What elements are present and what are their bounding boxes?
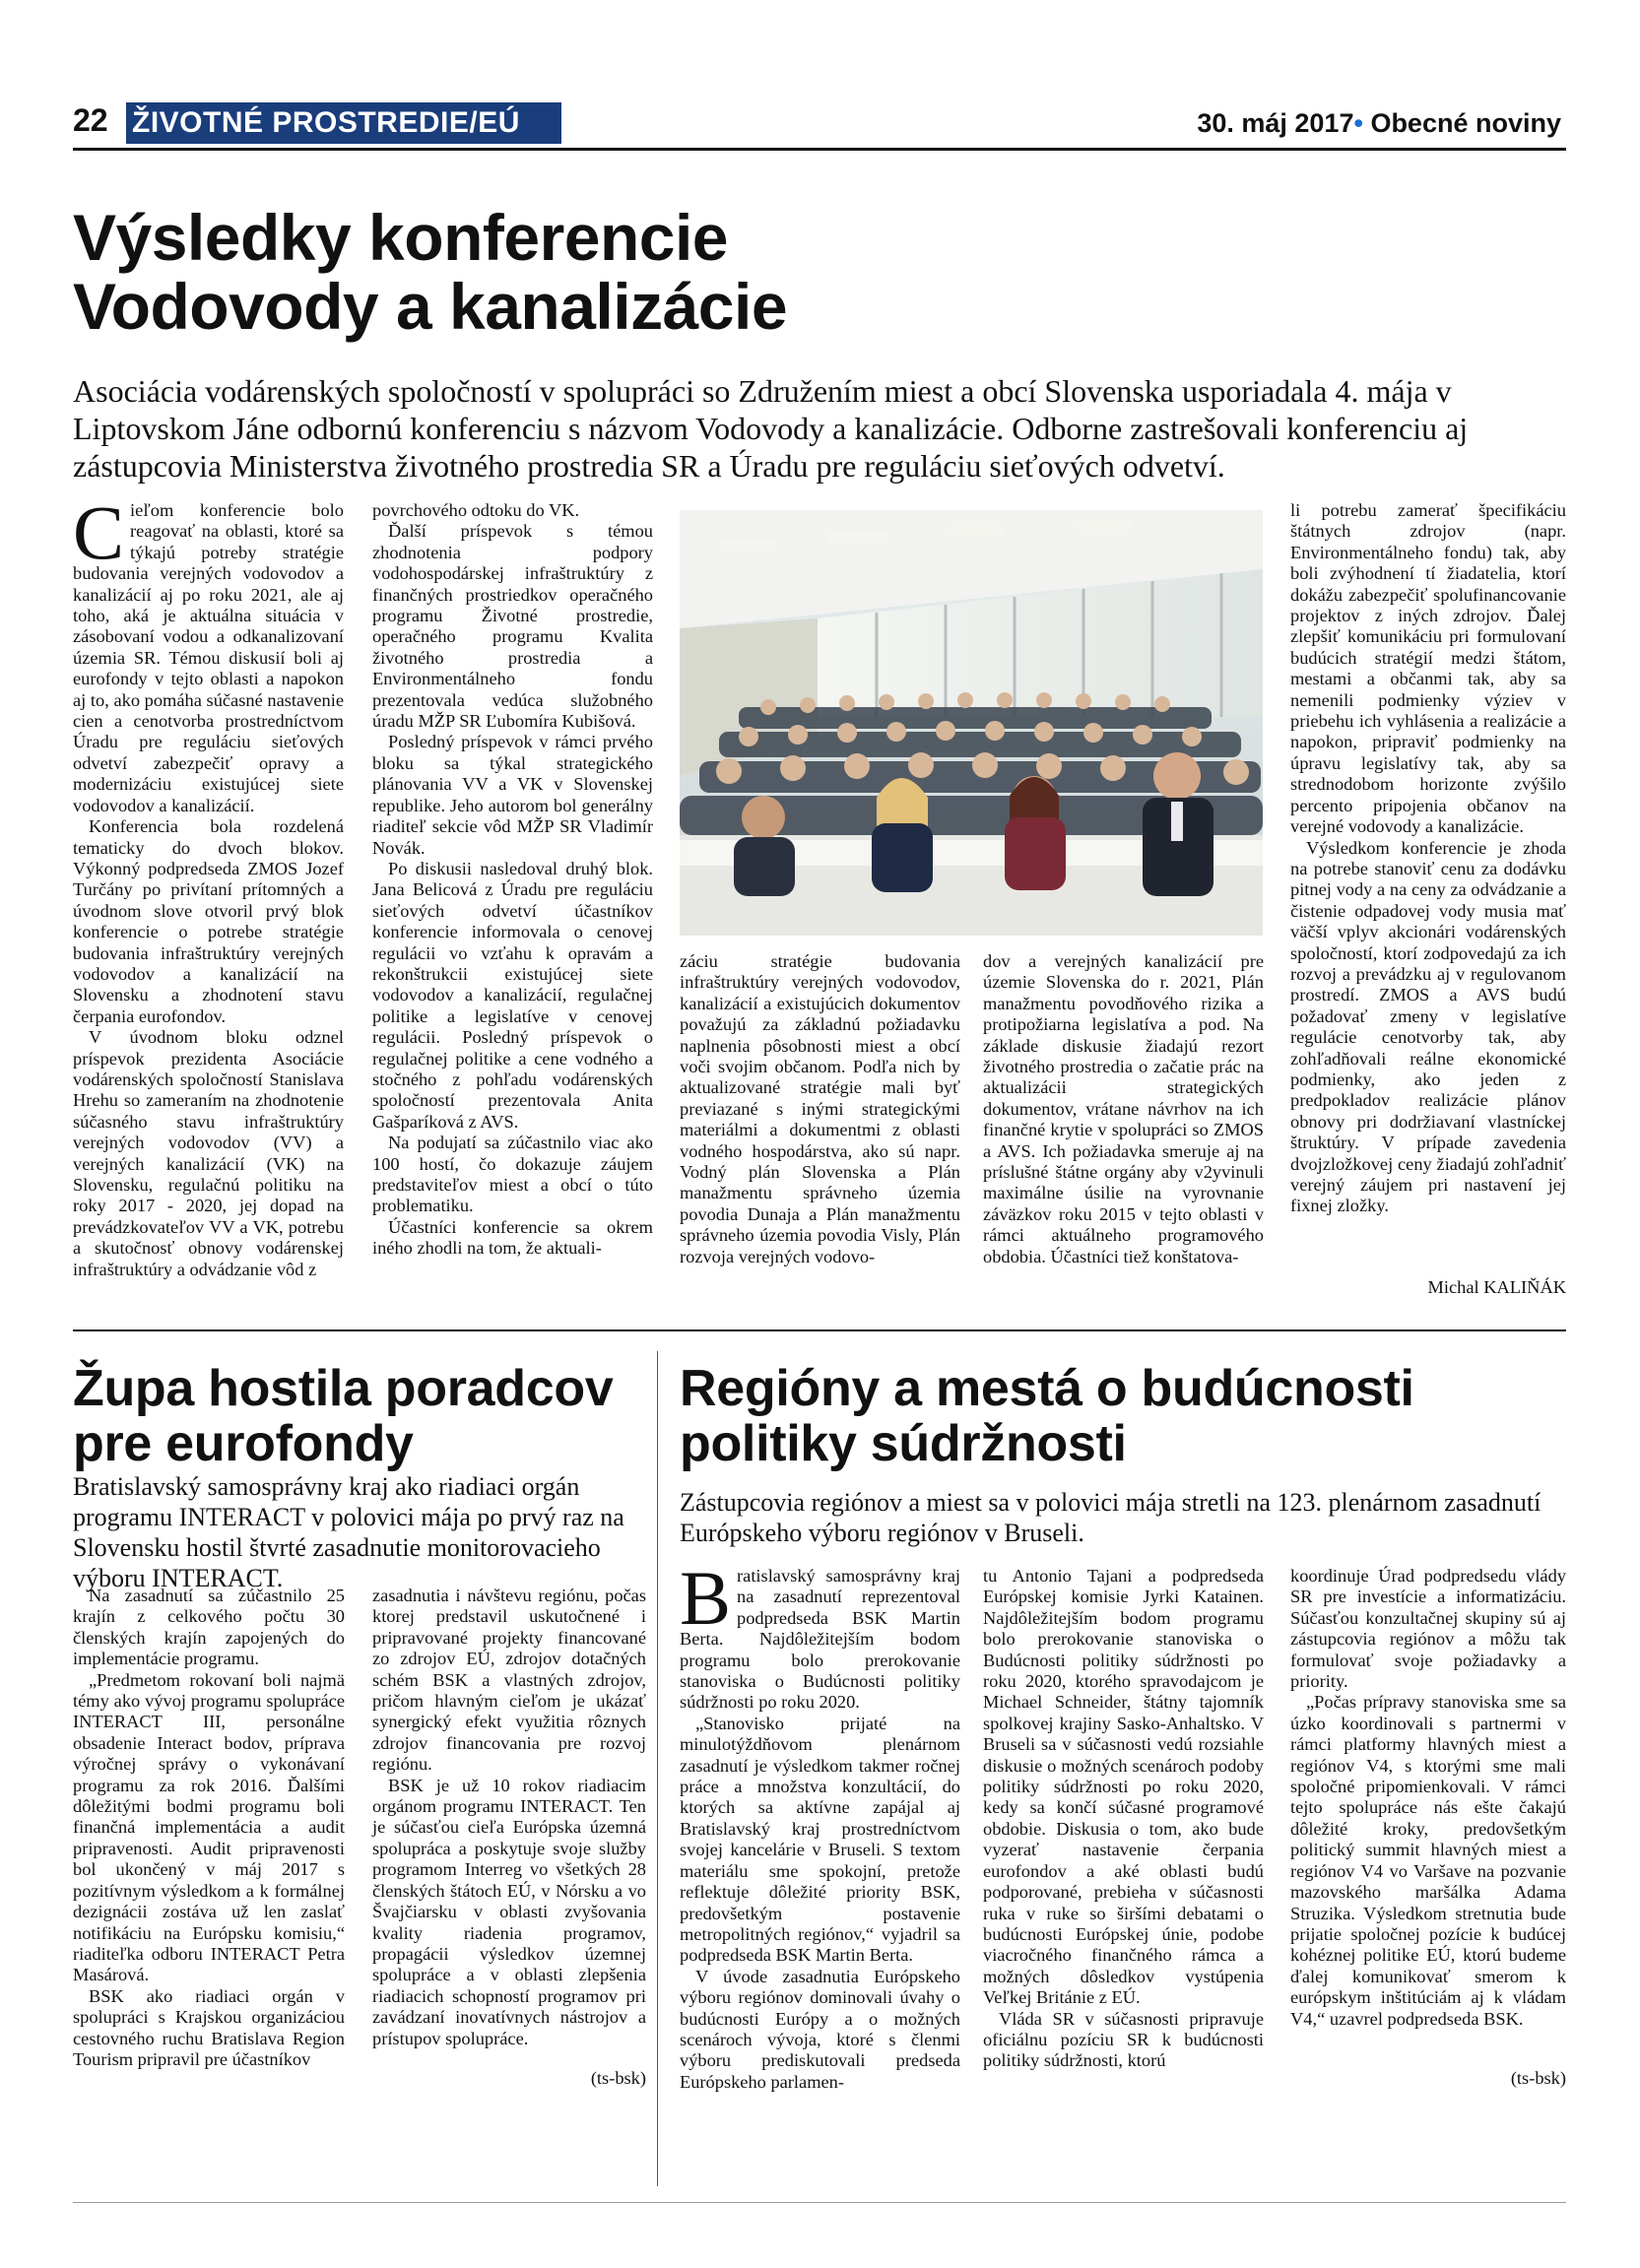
title-line: Župa hostila poradcov <box>73 1360 614 1417</box>
issue-info <box>1197 108 1561 139</box>
article-column <box>73 1586 345 2070</box>
author-signature: Michal KALIŇÁK <box>1427 1277 1566 1297</box>
title-line: pre eurofondy <box>73 1415 414 1472</box>
paragraph: V úvodnom bloku odznel príspevok prezidenta Asociácie vodárenských spoločností Stanislava Hrehu so zameraním na zhodnotenie súčasného stavu infraštruktúry verejných vodovodov (VV) a verejných kanalizácií (VK) na Slovensku, regulačnú politiku na roky 2017 - 2020, jej dopad na prevádzkovateľov VV a VK, potrebu a skutočnosť obnovy vodárenskej infraštruktúry a odvádzanie vôd z <box>73 1027 344 1279</box>
article-column <box>983 951 1264 1267</box>
column-divider <box>657 1351 658 2186</box>
page-bottom-rule <box>73 2202 1566 2203</box>
article-title <box>73 1361 644 1471</box>
paragraph: Na podujatí sa zúčastnilo viac ako 100 hostí, čo dokazuje záujem predstaviteľov miest a obcí o túto problematiku. <box>372 1133 653 1216</box>
author-signature: (ts-bsk) <box>1510 2068 1566 2088</box>
paragraph: povrchového odtoku do VK. <box>372 500 580 520</box>
paragraph: Konferencia bola rozdelená tematicky do dvoch blokov. Výkonný podpredseda ZMOS Jozef Turčány po privítaní prítomných a úvodnom slove otvoril prvý blok konferencie o potrebe stratégie budovania infraštruktúry verejných vodovodov a kanalizácií na Slovensku a zhodnotení stavu čerpania eurofondov. <box>73 816 344 1026</box>
paragraph: ieľom konferencie bolo reagovať na oblasti, ktoré sa týkajú potreby stratégie budovania verejných vodovodov a kanalizácií aj po roku 2021, ale aj toho, aká je aktuálna situácia v zásobovaní vodou a odkanalizovaní územia SR. Témou diskusií boli aj eurofondy v tejto oblasti a napokon aj to, ako pomáha súčasné nastavenie cien a cenotvorba prostredníctvom Úradu pre reguláciu sieťových odvetví zabezpečiť opravy a modernizáciu existujúcej siete vodovodov a kanalizácií. <box>73 500 344 815</box>
author-signature: (ts-bsk) <box>590 2068 646 2088</box>
section-divider <box>73 1329 1566 1331</box>
paragraph: BSK je už 10 rokov riadiacim orgánom programu INTERACT. Ten je súčasťou cieľa Európska územná spolupráca a poskytuje svoje služby programom Interreg vo všetkých 28 členských štátoch EÚ, v Nórsku a vo Švajčiarsku v oblasti zvyšovania kvality riadenia programov, propagácii výsledkov územnej spolupráce a v oblasti zlepšenia riadiacich schopností programov pri zavádzaní inovatívnych nástrojov a prístupov spolupráce. <box>372 1775 646 2048</box>
paragraph: ratislavský samosprávny kraj na zasadnutí reprezentoval podpredseda BSK Martin Berta. Najdôležitejším bodom programu bolo prerokovanie stanoviska o Budúcnosti politiky súdržnosti po roku 2020. <box>680 1566 960 1713</box>
paragraph: Na zasadnutí sa zúčastnilo 25 krajín z celkového počtu 30 členských krajín zapojených do implementácie programu. <box>73 1586 345 1669</box>
paragraph: Účastníci konferencie sa okrem iného zhodli na tom, že aktuali- <box>372 1216 653 1259</box>
paragraph: Posledný príspevok v rámci prvého bloku sa týkal strategického plánovania VV a VK v Slovenskej republike. Jeho autorom bol generálny riaditeľ sekcie vôd MŽP SR Vladimír Novák. <box>372 732 653 858</box>
paragraph: tu Antonio Tajani a podpredseda Európskej komisie Jyrki Katainen. Najdôležitejším bodom programu bolo prerokovanie stanoviska o Budúcnosti politiky súdržnosti po roku 2020, ktorého spravodajcom je Michael Schneider, štátny tajomník spolkovej krajiny Sasko-Anhaltsko. V Bruseli sa v súčasnosti vedú rozsiahle diskusie o možných scenároch podoby politiky súdržnosti po roku 2020, kedy sa končí súčasné programové obdobie. Diskusia o tom, ako bude vyzerať nastavenie čerpania eurofondov a aké oblasti budú podporované, prebieha v súčasnosti ruka v ruke so širšími debatami o budúcnosti Európskej únie, podobe viacročného finančného rámca a možných dôsledkov vystúpenia Veľkej Británie z EÚ. <box>983 1566 1264 2008</box>
title-line: Vodovody a kanalizácie <box>73 270 788 343</box>
paragraph: dov a verejných kanalizácií pre územie Slovenska do r. 2021, Plán manažmentu povodňového rizika a protipožiarna legislatíva a pod. Na základe diskusie žiadajú rezort životného prostredia o začatie prác na aktualizácii strategických dokumentov, vrátane návrhov na ich finančné krytie v spolupráci so ZMOS a AVS. Ich požiadavka smeruje aj na príslušné štátne orgány aby v2yvinuli maximálne úsilie na vyrovnanie záväzkov roku 2015 v tejto oblasti v rámci aktuálneho programového obdobia. Účastníci tiež konštatova- <box>983 951 1264 1266</box>
article-column <box>372 500 653 1260</box>
article-column <box>73 489 344 1280</box>
page-number: 22 <box>73 102 108 138</box>
paragraph: záciu stratégie budovania infraštruktúry verejných vodovodov, kanalizácií a existujúcich dokumentov považujú za základnú požiadavku naplnenia pôsobnosti miest a obcí voči svojim občanom. Podľa nich by aktualizované stratégie mali byť previazané s inými strategickými materiálmi a dokumentmi z oblasti vodného hospodárstva, ako sú napr. Vodný plán Slovenska a Plán manažmentu správneho územia povodia Dunaja a Plán manažmentu správneho územia povodia Visly, Plán rozvoja verejných vodovo- <box>680 951 960 1266</box>
paragraph: BSK ako riadiaci orgán v spolupráci s Krajskou organizáciou cestovného ruchu Bratislava Region Tourism pripravil pre účastníkov <box>73 1985 345 2069</box>
paragraph: koordinuje Úrad podpredsedu vlády SR pre investície a informatizáciu. Súčasťou konzultačnej skupiny sú aj zástupcovia regiónov a môžu tak formulovať svoje požiadavky a priority. <box>1290 1566 1566 1692</box>
article-lead: Zástupcovia regiónov a miest sa v polovici mája stretli na 123. plenárnom zasadnutí Európskeho výboru regiónov v Bruseli. <box>680 1488 1542 1547</box>
drop-cap: B <box>680 1555 732 1641</box>
paragraph: Po diskusii nasledoval druhý blok. Jana Belicová z Úradu pre reguláciu sieťových odvetví účastníkov konferencie informovala o cenovej regulácii vo vzťahu k opravám a rekonštrukcii existujúcej siete vodovodov a kanalizácií, regulačnej politike a legislatíve v cenovej regulácii. Posledný príspevok o regulačnej politike a cene vodného a stočného z pohľadu vodárenských spoločností prezentovala Anita Gašparíková z AVS. <box>372 858 653 1132</box>
paragraph: li potrebu zamerať špecifikáciu štátnych zdrojov (napr. Environmentálneho fondu) tak, aby boli zvýhodnení tí žiadatelia, ktorí dokážu zabezpečiť spolufinancovanie projektov z iných zdrojov. Ďalej zlepšiť komunikáciu pri formulovaní budúcich stratégií medzi štátom, mestami a občanmi tak, aby sa nemenili podmienky výziev v priebehu ich vyhlásenia a realizácie a napokon, pripraviť podmienky na úpravu legislatívy tak, aby sa strednodobom horizonte zvýšilo percento pripojenia občanov na verejné vodovody a kanalizácie. <box>1290 500 1566 837</box>
paragraph: „Počas prípravy stanoviska sme sa úzko koordinovali s partnermi v rámci platformy hlavných miest a regiónov V4, s ktorými sme mali spoločné pripomienkovali. V rámci tejto spolupráce nás ešte čakajú dôležité kroky, predovšetkým politický summit hlavných miest a regiónov V4 vo Varšave na pozvanie mazovského maršálka Adama Struzika. Výsledkom stretnutia bude prijatie spoločnej pozície k budúcej kohéznej politike EÚ, ktorú budeme ďalej komunikovať smerom k európskym inštitúciám aj k vládam V4,“ uzavrel podpredseda BSK. <box>1290 1692 1566 2029</box>
article-lead: Asociácia vodárenských spoločností v spolupráci so Združením miest a obcí Slovenska usporiadala 4. mája v Liptovskom Jáne odbornú konferenciu s názvom Vodovody a kanalizácie. Odborne zastrešovali konferenciu aj zástupcovia Ministerstva životného prostredia SR a Úradu pre reguláciu sieťových odvetví. <box>73 373 1469 484</box>
title-line: politiky súdržnosti <box>680 1415 1127 1472</box>
drop-cap: C <box>73 489 125 575</box>
paragraph: Ďalší príspevok s témou zhodnotenia podpory vodohospodárskej infraštruktúry z finančných prostriedkov operačného programu Životné prostredie, operačného programu Kvalita životného prostredia a Environmentálneho fondu prezentovala vedúca služobného úradu MŽP SR Ľubomíra Kubišová. <box>372 521 653 732</box>
paragraph: Výsledkom konferencie je zhoda na potrebe stanoviť cenu za dodávku pitnej vody a na ceny za odvádzanie a čistenie odpadovej vody musia mať väčší vplyv akcionári vodárenských spoločností, ktorí zodpovedajú za ich rozvoj a prevádzku aj v regulovanom prostredí. ZMOS a AVS budú požadovať zmeny v legislatíve regulácie cenotvorby tak, aby zohľadňovali reálne ekonomické podmienky, ako jeden z predpokladov realizácie plánov obnovy pri dodržiavaní vlastníckej štruktúry. V prípade zavedenia dvojzložkovej ceny žiadajú zohľadniť verejný záujem pri nastavení jej fixnej zložky. <box>1290 837 1566 1216</box>
article-column <box>1290 500 1566 1217</box>
title-line: Výsledky konferencie <box>73 201 729 274</box>
header-rule <box>73 148 1566 151</box>
paragraph: „Stanovisko prijaté na minulotýždňovom plenárnom zasadnutí je výsledkom takmer ročnej práce a množstva konzultácií, do ktorých sa aktívne zapájal aj Bratislavský kraj prostredníctvom svojej kancelárie v Bruseli. S textom materiálu sme spokojní, pretože reflektuje dôležité priority BSK, predovšetkým postavenie metropolitných regiónov,“ vyjadril sa podpredseda BSK Martin Berta. <box>680 1713 960 1966</box>
bullet-separator: • <box>1353 108 1363 138</box>
article-column <box>372 1586 646 2049</box>
paragraph: „Predmetom rokovaní boli najmä témy ako vývoj programu spolupráce INTERACT III, personálne obsadenie Interact bodov, príprava výročnej správy o vykonávaní programu za rok 2016. Ďalšími dôležitými bodmi programu boli finančná implementácia a audit pripravenosti. Audit pripravenosti bol ukončený v máj 2017 s pozitívnym výsledkom a k formálnej dezignácii zostáva už len zaslať notifikáciu na Európsku komisiu,“ riaditeľka odboru INTERACT Petra Masárová. <box>73 1669 345 1985</box>
conference-photo <box>680 510 1263 936</box>
article-column <box>680 951 960 1267</box>
paragraph: V úvode zasadnutia Európskeho výboru regiónov dominovali úvahy o budúcnosti Európy a o možných scenároch vývoja, ktoré s členmi výboru prediskutovali predseda Európskeho parlamen- <box>680 1966 960 2092</box>
title-line: Regióny a mestá o budúcnosti <box>680 1360 1414 1417</box>
article-title <box>73 203 1550 341</box>
paragraph: Vláda SR v súčasnosti pripravuje oficiálnu pozíciu SR k budúcnosti politiky súdržnosti, ktorú <box>983 2008 1264 2071</box>
article-lead: Bratislavský samosprávny kraj ako riadiaci orgán programu INTERACT v polovici mája po prvý raz na Slovensku hostil štvrté zasadnutie monitorovacieho výboru INTERACT. <box>73 1472 624 1592</box>
section-title: ŽIVOTNÉ PROSTREDIE/EÚ <box>126 102 561 144</box>
article-column <box>983 1566 1264 2072</box>
article-column <box>680 1555 960 2093</box>
article-column <box>1290 1566 1566 2030</box>
paragraph: zasadnutia i návštevu regiónu, počas ktorej predstavil uskutočnené i pripravované projekty financované zo zdrojov EÚ, zdrojov dotačných schém BSK a vlastných zdrojov, pričom hlavným cieľom je ukázať synergický efekt využitia rôznych zdrojov financovania pre rozvoj regiónu. <box>372 1586 646 1775</box>
article-title <box>680 1361 1566 1471</box>
publication-name: Obecné noviny <box>1370 108 1561 138</box>
issue-date: 30. máj 2017 <box>1197 108 1354 138</box>
